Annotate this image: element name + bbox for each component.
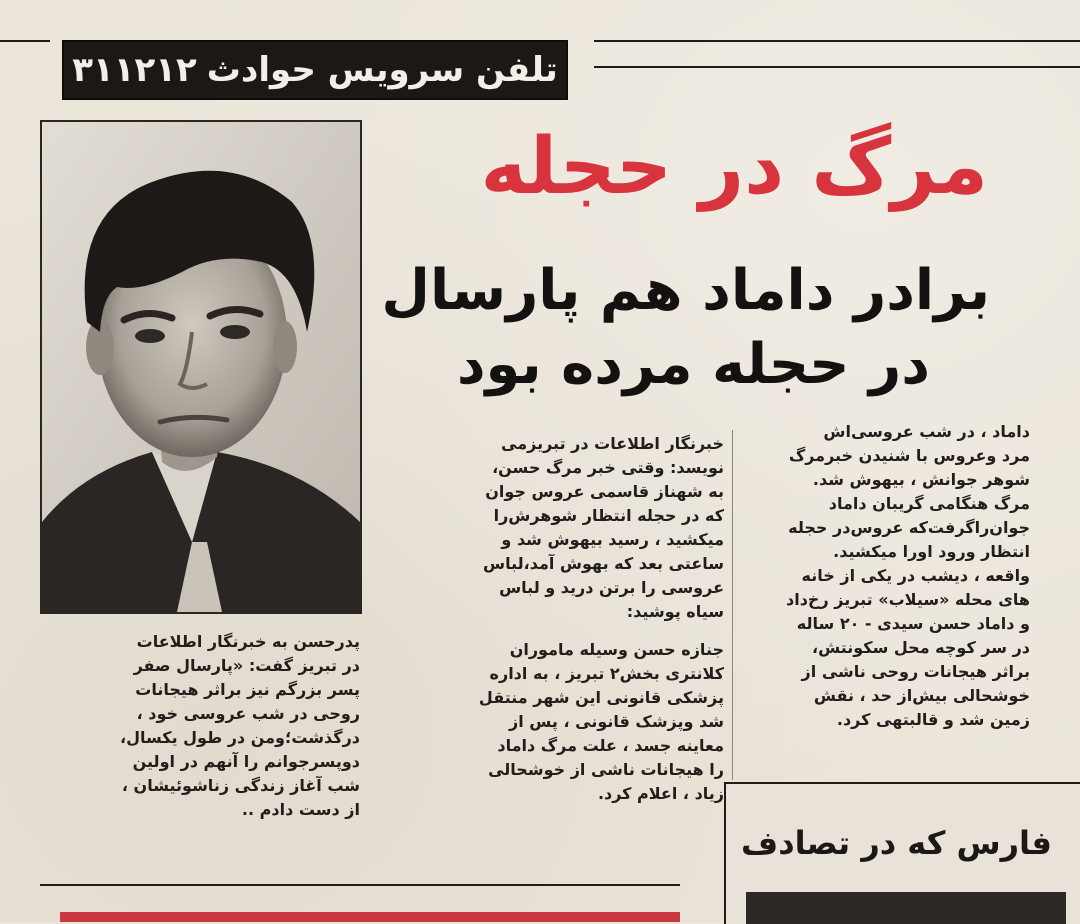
article-column-middle [400,432,724,806]
top-rule-left [0,40,50,42]
article-column-left [42,630,360,822]
adjacent-article-box [724,782,1080,924]
portrait-photo [40,120,362,614]
article-subhead-line1: برادر داماد هم پارسال [381,258,990,323]
adjacent-article-headline: فارس که در تصادف [741,824,1052,862]
hotline-label: تلفن سرویس حوادث [206,50,558,90]
top-rule-right-2 [594,66,1080,68]
bottom-rule [40,884,680,886]
accident-hotline-header [62,40,568,100]
show-through-background [1019,168,1040,238]
top-rule-right [594,40,1080,42]
adjacent-article-dark-band [746,892,1066,924]
article-subhead-line2: در حجله مرده بود [456,332,930,397]
article-column-right [742,420,1030,732]
hotline-number: ۳۱۱۲۱۲ [72,50,197,90]
column-divider-1 [732,430,733,780]
article-paragraph: پدرحسن به خبرنگار اطلاعات در تبریز گفت: «پارسال صفر پسر بزرگم نیز براثر هیجانات روحی در شب عروسی خود ، درگذشت؛ومن در طول یکسال، دوپسرجوانم را آنهم در اولین شب آغاز زندگی زناشوئیشان ، از دست دادم .. [120,632,360,819]
article-paragraph: داماد ، در شب عروسی‌اش مرد وعروس با شنیدن خبرمرگ شوهر جوانش ، بیهوش شد. مرگ هنگامی گریبان داماد جوان‌راگرفت‌که عروس‌در حجله انتظار ورود اورا میکشید. واقعه ، دیشب در یکی از خانه های محله «سیلاب» تبریز رخ‌داد و داماد حسن سیدی - ۲۰ ساله در سر کوچه محل سکونتش، براثر هیجانات روحی ناشی از خوشحالی بیش‌از حد ، نقش زمین شد و قالبتهی کرد. [786,422,1030,729]
portrait-image [42,122,360,612]
article-paragraph: جنازه حسن وسیله ماموران کلانتری بخش۲ تبریز ، به اداره پزشکی قانونی این شهر منتقل شد وپزشک قانونی ، پس از معاینه جسد ، علت مرگ داماد را هیجانات ناشی از خوشحالی زیاد ، اعلام کرد. [478,640,724,803]
next-article-red-band [60,912,680,922]
article-headline: مرگ در حجله [480,122,988,212]
article-paragraph: خبرنگار اطلاعات در تبریزمی نویسد: وقتی خبر مرگ حسن، به شهناز قاسمی عروس جوان که در حجله انتظار شوهرش‌را میکشید ، رسید بیهوش شد و ساعتی بعد که بهوش آمد،لباس عروسی را برتن درید و لباس سیاه پوشید: [483,434,724,621]
